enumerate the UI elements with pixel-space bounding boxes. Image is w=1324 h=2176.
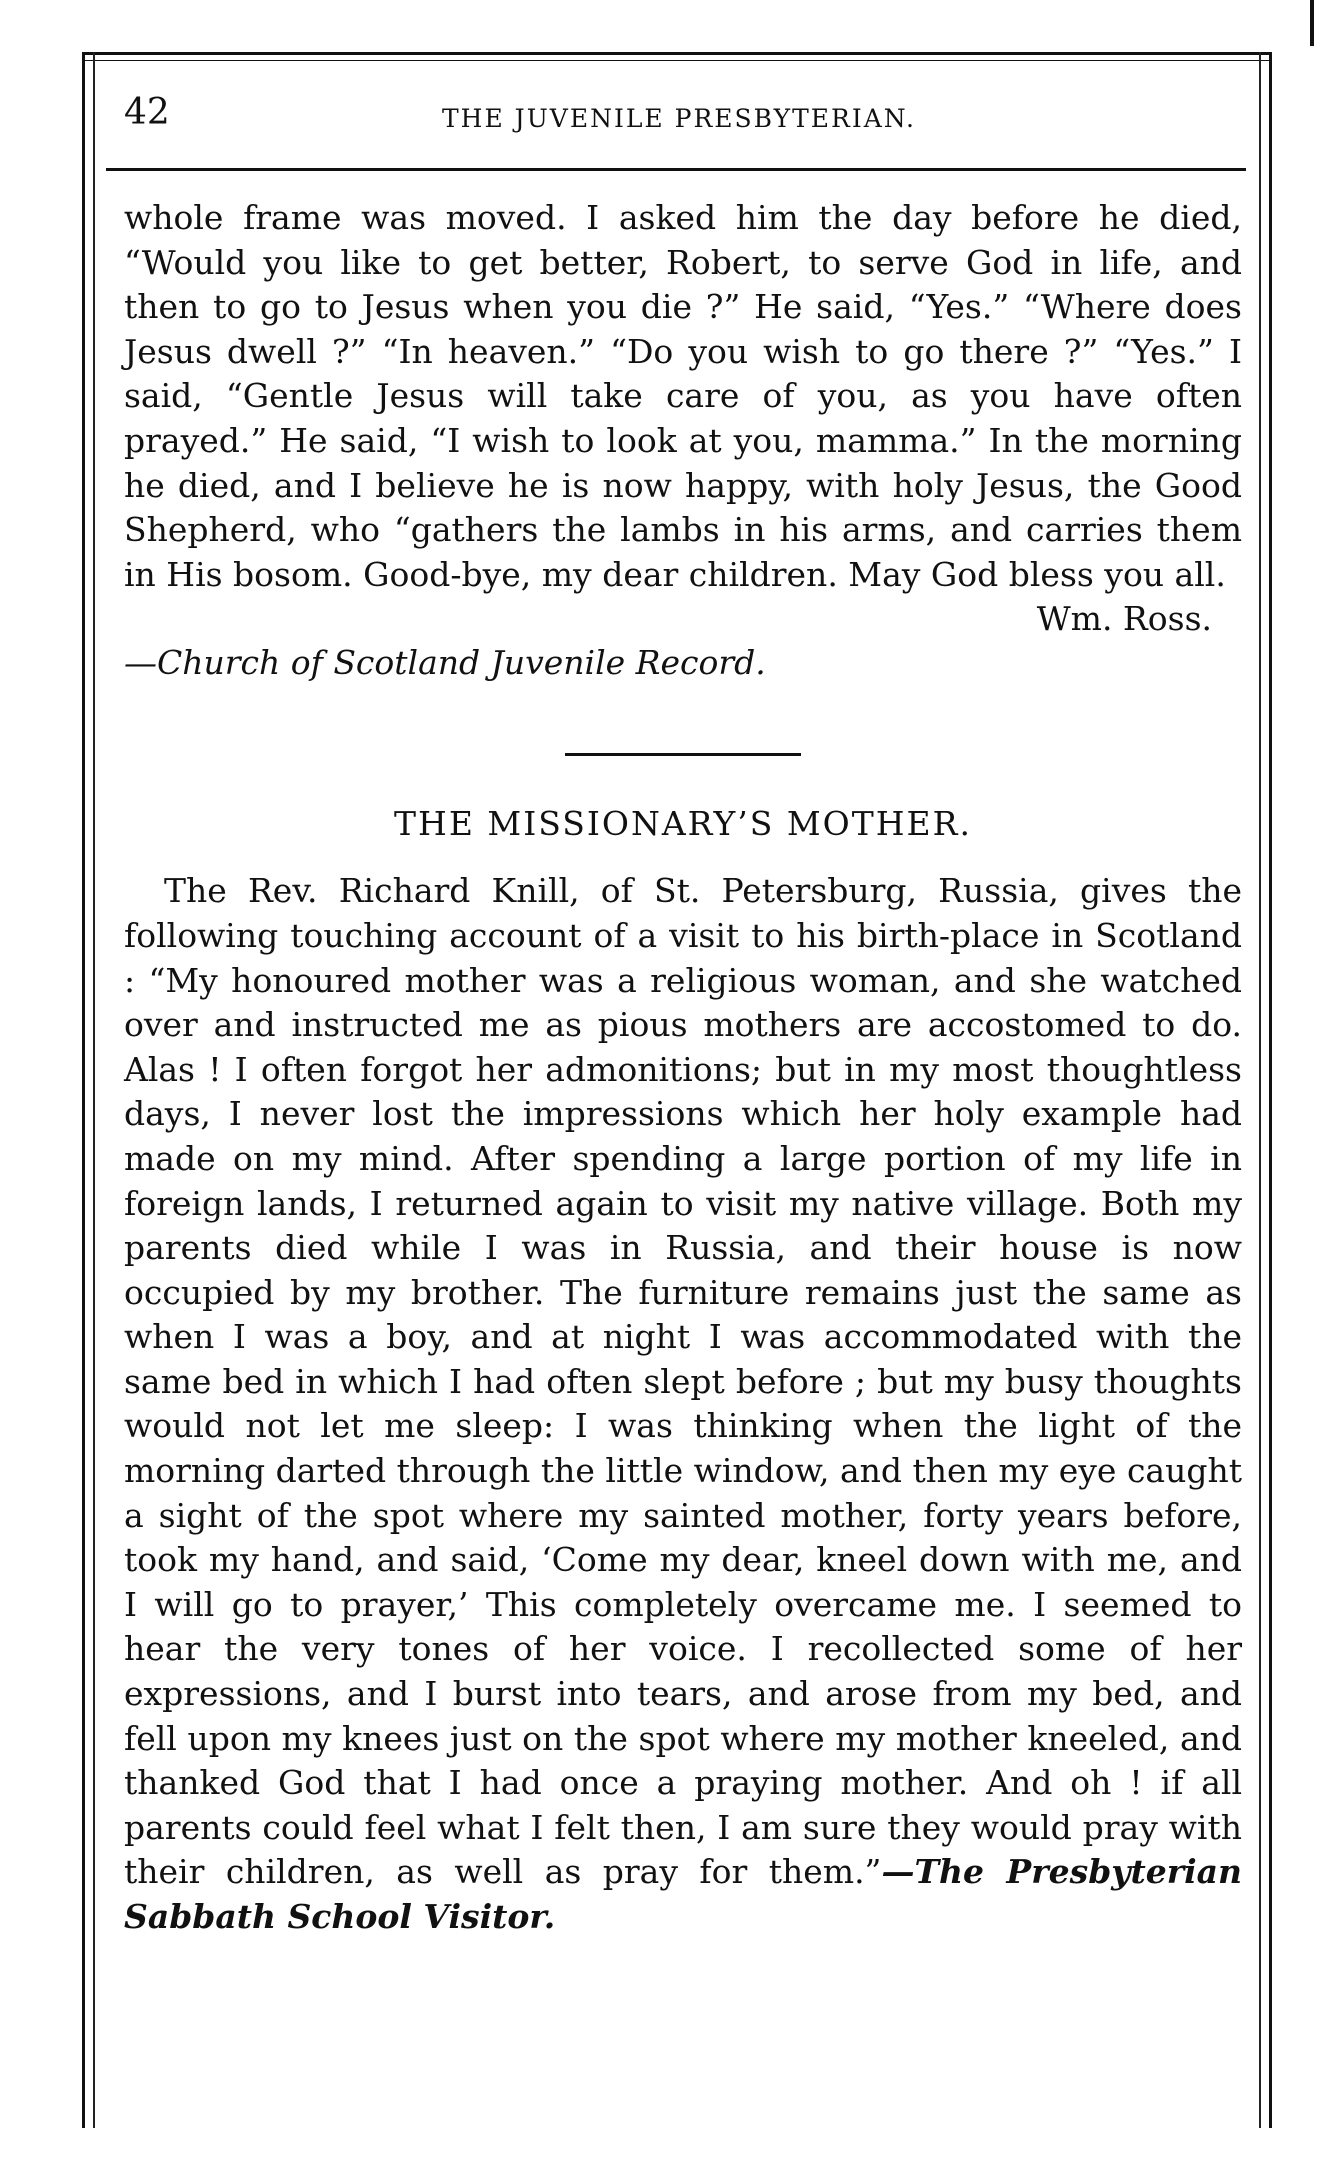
page-header [118, 92, 1240, 142]
article-source: —The Presbyterian Sabbath School Visitor. [124, 1852, 1242, 1936]
article-body: The Rev. Richard Knill, of St. Petersburg, Russia, gives the following touching account of a visit to his birth-place in Scotland : “My honoured mother was a religious woman, and she watched over and instructed me as pious mothers are accostomed to do. Alas ! I often forgot her admonitions; but in my most thoughtless days, I never lost the impressions which her holy example had made on my mind. After spending a large portion of my life in foreign lands, I returned again to visit my native village. Both my parents died while I was in Russia, and their house is now occupied by my brother. The furniture remains just the same as when I was a boy, and at night I was accommodated with the same bed in which I had often slept before ; but my busy thoughts would not let me sleep: I was thinking when the light of the morning darted through the little window, and then my eye caught a sight of the spot where my sainted mother, forty years before, took my hand, and said, ‘Come my dear, kneel down with me, and I will go to prayer,’ This completely overcame me. I seemed to hear the very tones of her voice. I recollected some of her expressions, and I burst into tears, and arose from my bed, and fell upon my knees just on the spot where my mother kneeled, and thanked God that I had once a praying mother. And oh ! if all parents could feel what I felt then, I am sure they would pray with their children, as well as pray for them.” [124, 871, 1242, 1892]
letter-source: —Church of Scotland Juvenile Record. [124, 643, 766, 683]
page-content [124, 196, 1242, 1940]
article-title: THE MISSIONARY’S MOTHER. [394, 804, 972, 844]
page-edge-mark [1310, 0, 1314, 46]
article-paragraph [124, 869, 1242, 1939]
running-title: THE JUVENILE PRESBYTERIAN. [442, 104, 916, 133]
header-rule [106, 168, 1246, 171]
section-separator [565, 753, 801, 756]
page-number: 42 [124, 92, 170, 133]
letter-signature: Wm. Ross. [1036, 599, 1212, 639]
letter-paragraph: whole frame was moved. I asked him the day before he died, “Would you like to get better, Robert, to serve God in life, and then to go to Jesus when you die ?” He said, “Yes.” “Where does Jesus dwell ?” “In heaven.” “Do you wish to go there ?” “Yes.” I said, “Gentle Jesus will take care of you, as you have often prayed.” He said, “I wish to look at you, mamma.” In the morning he died, and I believe he is now happy, with holy Jesus, the Good Shepherd, who “gathers the lambs in his arms, and carries them in His bosom. Good-bye, my dear children. May God bless you all. [124, 198, 1242, 594]
